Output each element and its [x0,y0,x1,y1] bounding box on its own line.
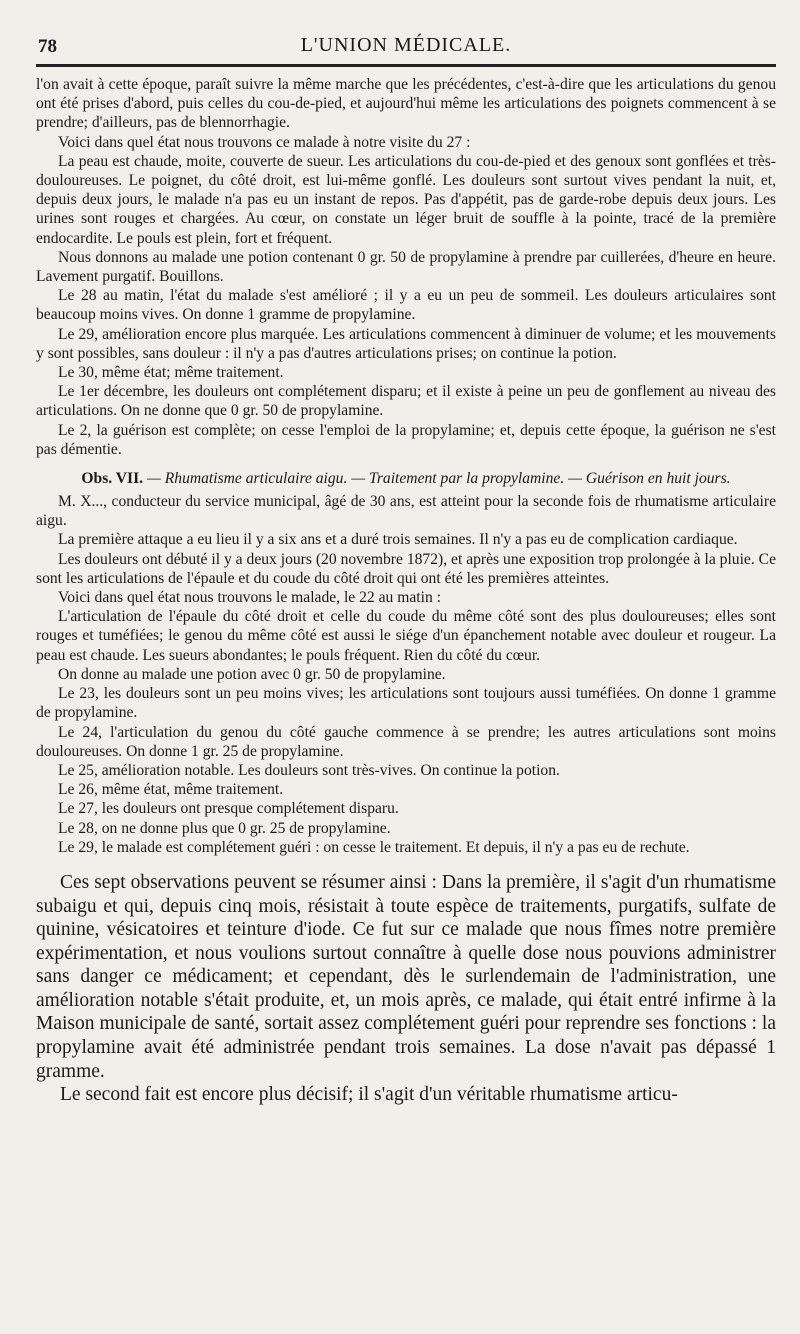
observation-six-continuation [36,75,776,459]
paragraph: On donne au malade une potion avec 0 gr. 50 de propylamine. [58,665,446,683]
observation-title: — Rhumatisme articulaire aigu. — Traitement par la propylamine. — Guérison en huit jours. [146,470,731,488]
paragraph: L'articulation de l'épaule du côté droit et celle du coude du même côté sont des plus douloureuses; elles sont rouges et tuméfiées; le genou du même côté est aussi le siége d'un épanchement notable avec douleur et rougeur. La peau est chaude. Les sueurs abondantes; le pouls fréquent. Rien du côté du cœur. [36,608,776,664]
paragraph: Le 29, le malade est complétement guéri : on cesse le traitement. Et depuis, il n'y a pas eu de rechute. [58,838,690,856]
paragraph: Le 30, même état; même traitement. [58,364,284,382]
paragraph: Le 27, les douleurs ont presque complétement disparu. [58,800,399,818]
paragraph: Le 25, amélioration notable. Les douleurs sont très-vives. On continue la potion. [58,761,560,779]
observation-label: Obs. VII. [81,470,144,488]
header-rule [36,64,776,67]
paragraph: Le 28, on ne donne plus que 0 gr. 25 de propylamine. [58,819,391,837]
paragraph: Les douleurs ont débuté il y a deux jours (20 novembre 1872), et après une exposition trop prolongée à la pluie. Ce sont les articulations de l'épaule et du coude du côté droit qui ont été les premières atteintes. [36,550,776,587]
paragraph: M. X..., conducteur du service municipal, âgé de 30 ans, est atteint pour la seconde fois de rhumatisme articulaire aigu. [36,493,776,530]
page-number: 78 [38,36,57,57]
summary-text [36,871,776,1107]
page-header [36,28,776,62]
paragraph: Le 26, même état, même traitement. [58,781,284,799]
paragraph: Le 28 au matin, l'état du malade s'est amélioré ; il y a eu un peu de sommeil. Les douleurs articulaires sont beaucoup moins vives. On donne 1 gramme de propylamine. [36,287,776,324]
paragraph: Ces sept observations peuvent se résumer ainsi : Dans la première, il s'agit d'un rhumatisme subaigu et qui, depuis cinq mois, résistait à toute espèce de traitements, purgatifs, sulfate de quinine, vésicatoires et teinture d'iode. Ce fut sur ce malade que nous fîmes notre première expérimentation, et nous voulions surtout connaître à quelle dose nous pouvions administrer sans danger ce médicament; et cependant, dès le surlendemain de l'administration, une amélioration notable s'était produite, et, un mois après, ce malade, qui était entré infirme à la Maison municipale de santé, sortait assez complétement guéri pour reprendre ses fonctions : la propylamine avait été administrée pendant trois semaines. La dose n'avait pas dépassé 1 gramme. [36,871,776,1082]
paragraph: Le 23, les douleurs sont un peu moins vives; les articulations sont toujours aussi tuméfiées. On donne 1 gramme de propylamine. [36,685,776,722]
paragraph: Le 1er décembre, les douleurs ont complétement disparu; et il existe à peine un peu de gonflement au niveau des articulations. On ne donne que 0 gr. 50 de propylamine. [36,383,776,420]
paragraph: La peau est chaude, moite, couverte de sueur. Les articulations du cou-de-pied et des genoux sont gonflées et très-douloureuses. Le poignet, du côté droit, est lui-même gonflé. Les douleurs sont surtout vives pendant la nuit, et, depuis deux jours, le malade n'a pas eu un instant de repos. Pas d'appétit, pas de garde-robe depuis deux jours. Les urines sont rouges et chargées. Au cœur, on constate un léger bruit de souffle à la pointe, tracé de la première endocardite. Le pouls est plein, fort et fréquent. [36,152,776,247]
paragraph: Voici dans quel état nous trouvons le malade, le 22 au matin : [58,589,441,607]
paragraph: Le 29, amélioration encore plus marquée. Les articulations commencent à diminuer de volume; et les mouvements y sont possibles, sans douleur : il n'y a pas d'autres articulations prises; on continue la potion. [36,325,776,362]
observation-heading [36,469,776,488]
paragraph: l'on avait à cette époque, paraît suivre la même marche que les précédentes, c'est-à-dire que les articulations du genou ont été prises d'abord, puis celles du cou-de-pied, et aujourd'hui même les articulations des poignets commencent à se prendre; d'ailleurs, pas de blennorrhagie. [36,76,776,132]
paragraph: La première attaque a eu lieu il y a six ans et a duré trois semaines. Il n'y a pas eu de complication cardiaque. [58,531,738,549]
paragraph: Voici dans quel état nous trouvons ce malade à notre visite du 27 : [58,133,471,151]
paragraph: Le second fait est encore plus décisif; il s'agit d'un véritable rhumatisme articu- [60,1084,678,1106]
paragraph: Le 24, l'articulation du genou du côté gauche commence à se prendre; les autres articulations sont moins douloureuses. On donne 1 gr. 25 de propylamine. [36,723,776,760]
paragraph: Le 2, la guérison est complète; on cesse l'emploi de la propylamine; et, depuis cette époque, la guérison ne s'est pas démentie. [36,421,776,458]
running-title: L'UNION MÉDICALE. [300,34,512,56]
paragraph: Nous donnons au malade une potion contenant 0 gr. 50 de propylamine à prendre par cuillerées, d'heure en heure. Lavement purgatif. Bouillons. [36,248,776,286]
observation-seven [36,492,776,857]
